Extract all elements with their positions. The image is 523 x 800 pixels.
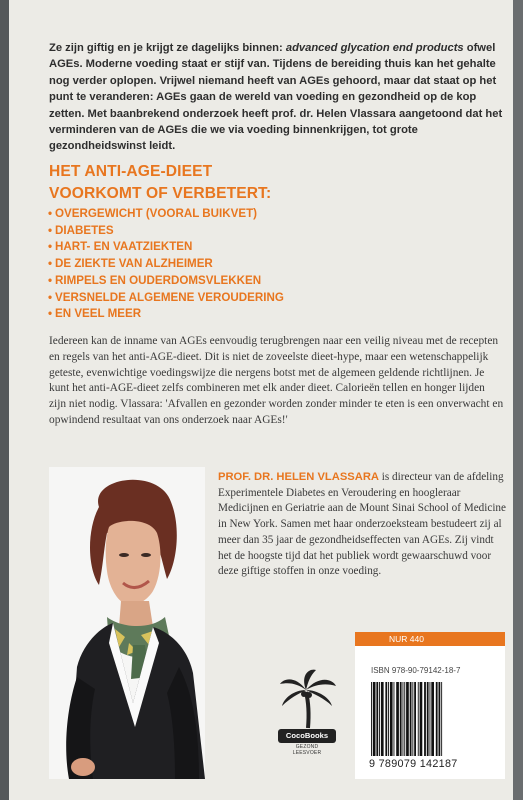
publisher-logo (278, 668, 338, 773)
author-portrait-drawing (49, 467, 205, 779)
barcode-panel (355, 646, 505, 779)
barcode-bar (441, 682, 442, 756)
barcode-bar (420, 682, 423, 756)
author-bio-text: is directeur van de afdeling Experimentele Diabetes en Veroudering en hoogleraar Medicijnen en Geriatrie aan de Mount Sinai School of Medicine in New York. Samen met haar onderzoeksteam bestudeert zij al meer dan 35 jaar de gezondheidseffecten van AGEs. Zij vindt het de hoogste tijd dat het publiek wordt gewaarschuwd voor deze giftige stoffen in onze voeding. (218, 471, 506, 578)
benefits-heading (49, 161, 489, 205)
benefits-list (48, 206, 488, 323)
benefits-heading-line2: VOORKOMT OF VERBETERT: (49, 185, 272, 202)
barcode-bar (376, 682, 378, 756)
author-bio (218, 470, 508, 580)
barcode-bar (436, 682, 438, 756)
benefit-item: • VERSNELDE ALGEMENE VEROUDERING (48, 290, 488, 307)
barcode-bar (379, 682, 380, 756)
barcode-bar (373, 682, 376, 756)
barcode-bar (385, 682, 387, 756)
benefit-item: • OVERGEWICHT (VOORAL BUIKVET) (48, 206, 488, 223)
publisher-tagline (278, 745, 336, 757)
isbn-label: ISBN 978-90-79142-18-7 (371, 666, 461, 675)
publisher-tagline-2: LEESVOER (292, 749, 322, 756)
barcode-bar (406, 682, 409, 756)
barcode-bar (430, 682, 431, 756)
barcode-bar (427, 682, 429, 756)
barcode-digits: 9 789079 142187 (369, 758, 458, 770)
benefit-item: • RIMPELS EN OUDERDOMSVLEKKEN (48, 273, 488, 290)
cover-edge-left (0, 0, 9, 800)
author-name: PROF. DR. HELEN VLASSARA (218, 471, 379, 483)
barcode-bar (404, 682, 405, 756)
benefits-heading-line1: HET ANTI-AGE-DIEET (49, 163, 213, 180)
barcode-bar (400, 682, 402, 756)
barcode-bar (396, 682, 399, 756)
barcode (369, 682, 493, 756)
benefit-item: • HART- EN VAATZIEKTEN (48, 239, 488, 256)
benefit-item: • EN VEEL MEER (48, 306, 488, 323)
barcode-bar (410, 682, 412, 756)
intro-paragraph: Ze zijn giftig en je krijgt ze dagelijks binnen: advanced glycation end products ofwel AGEs. Moderne voeding staat er stijf van. Tijdens de bereiding thuis kan het gehalte nog verder oplopen. Vrijwel niemand heeft van AGEs gehoord, maar dat staat op het punt te veranderen: AGEs gaan de wereld van voeding en gezondheid op de kop zetten. Met baanbrekend onderzoek heeft prof. dr. Helen Vlassara aangetoond dat het verminderen van de AGEs die we via voeding binnenkrijgen, tot grote gezondheidswinst leidt. (49, 42, 503, 153)
benefit-item: • DE ZIEKTE VAN ALZHEIMER (48, 256, 488, 273)
palm-tree-icon (278, 668, 338, 730)
barcode-bar (388, 682, 389, 756)
publisher-tagline-1: GEZOND (295, 744, 319, 750)
barcode-bar (424, 682, 426, 756)
barcode-bar (390, 682, 393, 756)
body-paragraph: Iedereen kan de inname van AGEs eenvoudig terugbrengen naar een veilig niveau met de recepten en regels van het anti-AGE-dieet. Dit is niet de zoveelste dieet-hype, maar een wetenschappelijk geteste, evenwichtige voedingswijze die nergens botst met de algemeen geldende richtlijnen. Je kunt het anti-AGE-dieet zelfs combineren met elk ander dieet. Calorieën tellen en honger lijden zijn niet nodig. Vlassara: 'Afvallen en gezonder worden zonder minder te eten is een onverwacht en opwindend resultaat van ons onderzoek naar AGEs!' (49, 335, 504, 426)
barcode-bar (414, 682, 416, 756)
author-portrait (49, 467, 205, 779)
barcode-bar (381, 682, 384, 756)
intro-italic: advanced glycation end products (285, 42, 464, 54)
barcode-bar (439, 682, 441, 756)
benefit-item: • DIABETES (48, 223, 488, 240)
nur-label: NUR 440 (355, 632, 505, 646)
barcode-bar (394, 682, 395, 756)
barcode-bar (418, 682, 419, 756)
barcode-bar (431, 682, 434, 756)
barcode-bar (371, 682, 372, 756)
publisher-name: CocoBooks (278, 729, 336, 743)
barcode-bar (403, 682, 404, 756)
barcode-bar (412, 682, 413, 756)
cover-edge-right (513, 0, 523, 800)
